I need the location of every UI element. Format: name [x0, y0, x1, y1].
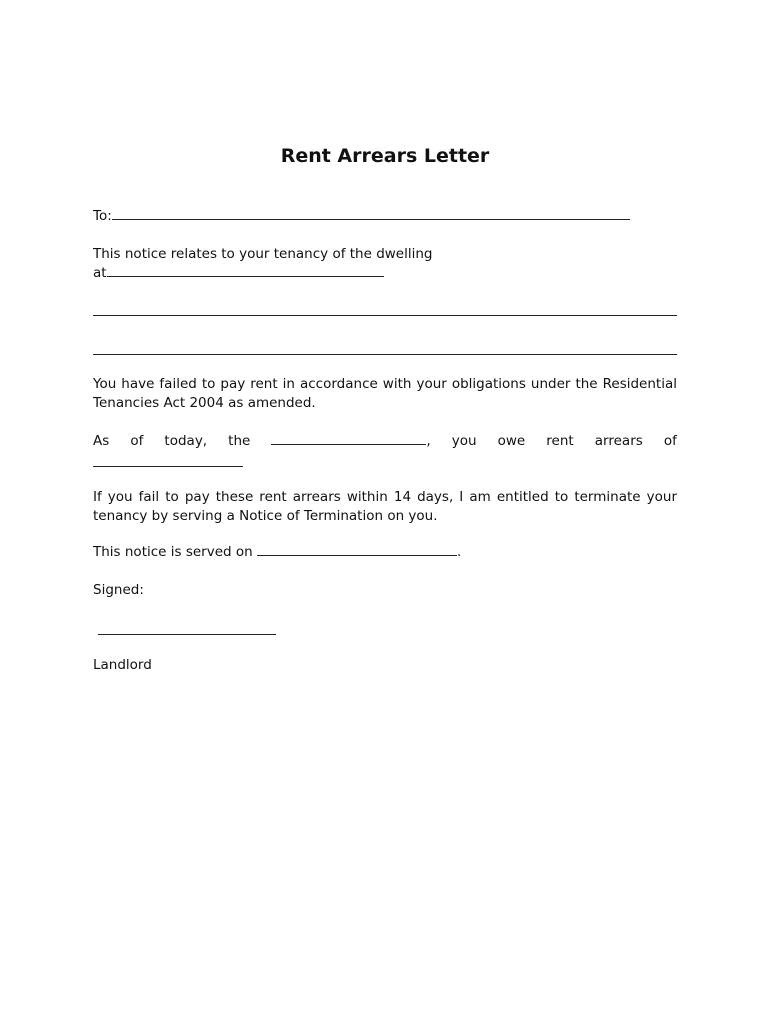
signed-label: Signed:	[93, 582, 144, 598]
landlord-label: Landlord	[93, 657, 152, 673]
word-you: you	[451, 433, 477, 449]
word-of-2: of	[663, 433, 677, 449]
word-arrears: arrears	[594, 433, 643, 449]
date-comma: ,	[426, 433, 431, 449]
word-today: today,	[164, 433, 208, 449]
dwelling-at-label: at	[93, 265, 107, 281]
dwelling-at-line	[93, 264, 384, 283]
to-label: To:	[93, 208, 112, 224]
word-owe: owe	[497, 433, 526, 449]
served-end: .	[457, 544, 462, 560]
word-the: the	[228, 433, 251, 449]
as-of-today-line	[93, 432, 677, 451]
failed-to-pay-paragraph: You have failed to pay rent in accordance with your obligations under the Residential Tenancies Act 2004 as amended.	[93, 376, 677, 411]
arrears-amount-blank[interactable]	[93, 466, 243, 467]
address-blank-line-3[interactable]	[93, 354, 677, 355]
to-line	[93, 207, 630, 226]
date-field	[271, 432, 430, 451]
served-date-blank[interactable]	[257, 543, 457, 556]
dwelling-address-blank[interactable]	[107, 264, 384, 277]
date-blank[interactable]	[271, 432, 426, 445]
word-as: As	[93, 433, 110, 449]
word-of: of	[130, 433, 144, 449]
letter-title: Rent Arrears Letter	[280, 145, 490, 167]
to-blank[interactable]	[112, 207, 630, 220]
word-rent: rent	[546, 433, 574, 449]
terminate-paragraph: If you fail to pay these rent arrears within 14 days, I am entitled to terminate your tenancy by serving a Notice of Termination on you.	[93, 489, 677, 524]
address-blank-line-2[interactable]	[93, 315, 677, 316]
dwelling-text: This notice relates to your tenancy of the dwelling	[93, 246, 433, 262]
served-line	[93, 543, 461, 562]
signature-blank[interactable]	[98, 634, 276, 635]
served-label: This notice is served on	[93, 544, 253, 560]
